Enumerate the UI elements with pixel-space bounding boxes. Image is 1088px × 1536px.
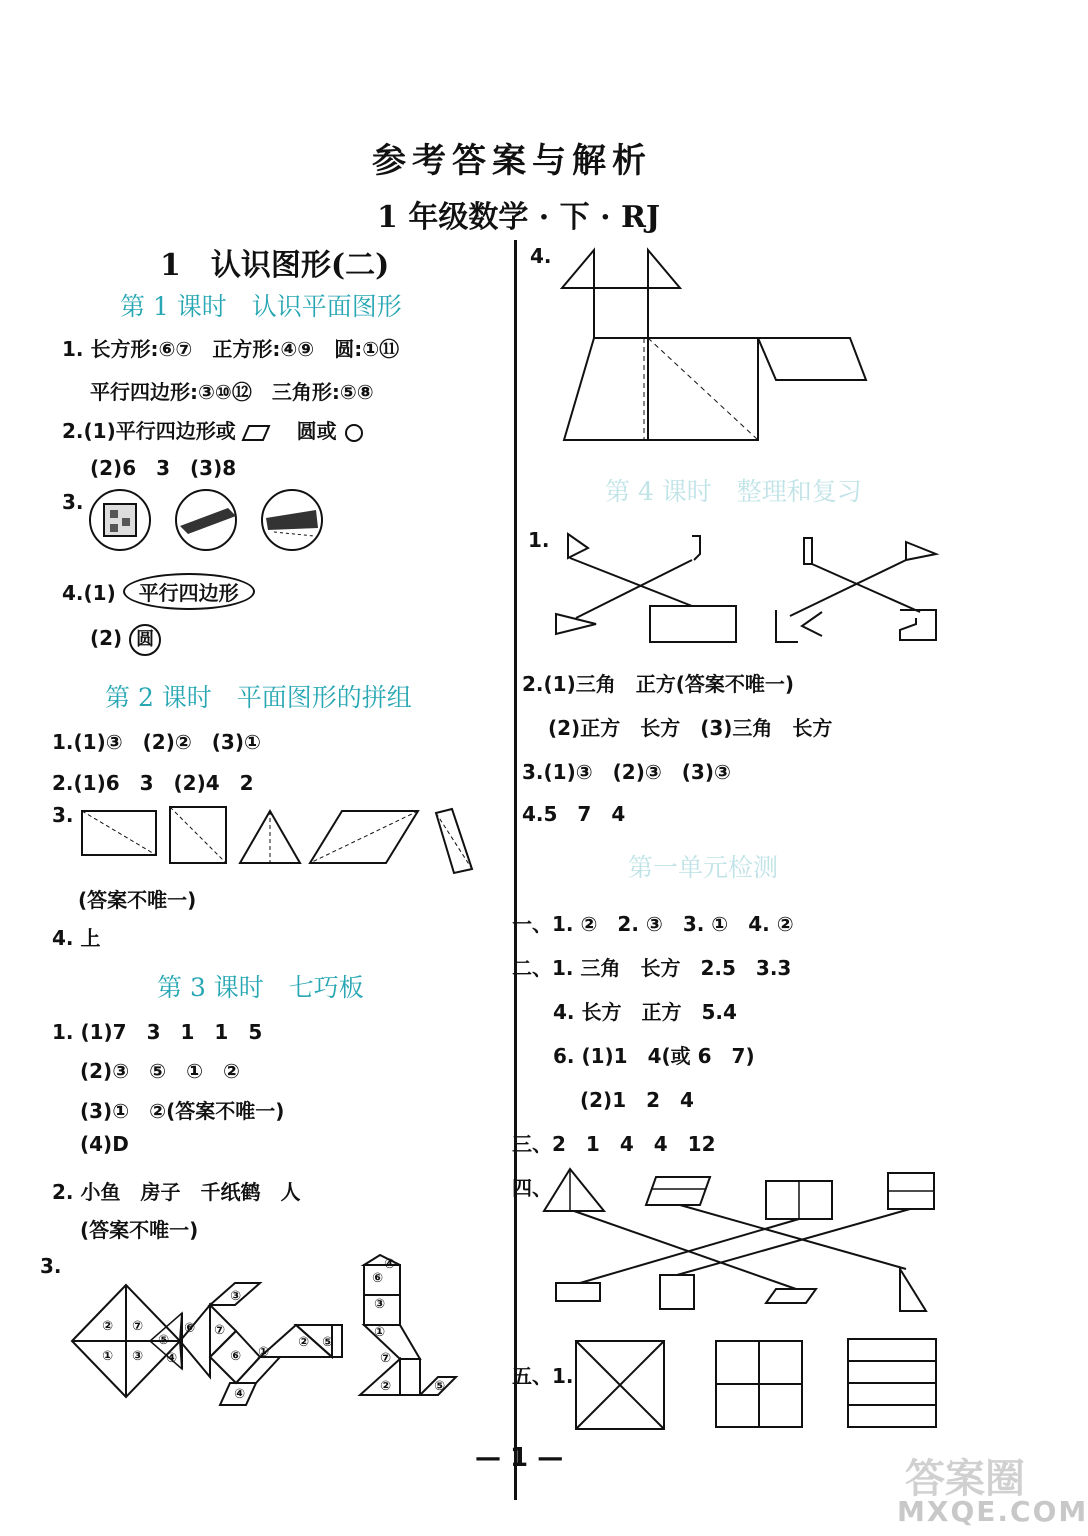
tangram-label: ④: [234, 1387, 246, 1402]
tangram-label: ⑥: [184, 1321, 196, 1336]
l3-q1a: 1. (1)7 3 1 1 5: [52, 1020, 263, 1044]
test-s5-shapes: [570, 1335, 950, 1435]
l1-q3-label: 3.: [62, 490, 84, 514]
tangram-label: ②: [102, 1319, 114, 1334]
l1-q4-oval: 平行四边形: [123, 573, 255, 610]
test-s2d: (2)1 2 4: [580, 1088, 694, 1112]
l2-q3-label: 3.: [52, 803, 74, 827]
l1-q4-label: 4.(1): [62, 581, 116, 605]
test-s4: 四、: [512, 1176, 552, 1200]
tangram-label: ①: [258, 1345, 270, 1360]
l3-note: (答案不唯一): [80, 1218, 199, 1242]
tangram-label: ③: [230, 1289, 242, 1304]
l3-q1b: (2)③ ⑤ ① ②: [80, 1059, 240, 1083]
parallelogram-icon: [243, 424, 269, 442]
r-l4-q1-matching: [540, 530, 960, 650]
test-s2c: 6. (1)1 4(或 6 7): [553, 1044, 755, 1068]
l1-q2-text-mid: 圆或: [296, 419, 337, 443]
l3-q1c: (3)① ②(答案不唯一): [80, 1099, 285, 1123]
test-s2a: 二、1. 三角 长方 2.5 3.3: [512, 956, 792, 980]
tangram-label: ②: [380, 1379, 392, 1394]
l2-q4: 4. 上: [52, 926, 101, 950]
tangram-label: ⑦: [380, 1351, 392, 1366]
l1-q1-line1: 1. 长方形:⑥⑦ 正方形:④⑨ 圆:①⑪: [62, 337, 400, 361]
tangram-label: ⑦: [214, 1323, 226, 1338]
tangram-label: ⑤: [434, 1379, 446, 1394]
test-s2b: 4. 长方 正方 5.4: [553, 1000, 737, 1024]
l1-q2-line1: [62, 415, 364, 444]
r-l4-q4: 4.5 7 4: [522, 802, 626, 826]
tangram-label: ④: [384, 1257, 396, 1272]
l2-q1: 1.(1)③ (2)② (3)①: [52, 730, 261, 754]
tangram-label: ③: [374, 1297, 386, 1312]
l3-q2: 2. 小鱼 房子 千纸鹤 人: [52, 1180, 301, 1204]
watermark-url: MXQE.COM: [897, 1495, 1088, 1528]
l1-q4b-label: (2): [90, 626, 123, 650]
tangram-label: ③: [132, 1349, 144, 1364]
l1-q4-line1: [62, 573, 255, 610]
tangram-label: ⑦: [132, 1319, 144, 1334]
l1-q4b-circle: 圆: [129, 624, 161, 656]
r-l4-q3: 3.(1)③ (2)③ (3)③: [522, 760, 731, 784]
tangram-label: ⑤: [322, 1335, 334, 1350]
column-divider: [514, 240, 517, 1500]
tangram-labels: [70, 1255, 490, 1415]
lesson-3-title: 第 3 课时 七巧板: [157, 973, 364, 1002]
tangram-label: ⑤: [158, 1333, 170, 1348]
tangram-label: ⑥: [372, 1271, 384, 1286]
circle-icon: [344, 423, 364, 443]
tangram-label: ①: [102, 1349, 114, 1364]
l3-q3-label: 3.: [40, 1254, 62, 1278]
page-title: 参考答案与解析: [372, 141, 652, 181]
test-s3: 三、2 1 4 4 12: [512, 1132, 716, 1156]
l2-q2: 2.(1)6 3 (2)4 2: [52, 771, 254, 795]
r-q4-label: 4.: [530, 244, 552, 268]
r-q4-tangram-dog: [560, 240, 880, 450]
r-l4-q2b: (2)正方 长方 (3)三角 长方: [548, 716, 833, 740]
tangram-label: ⑥: [230, 1349, 242, 1364]
test-s1: 一、1. ② 2. ③ 3. ① 4. ②: [512, 912, 794, 936]
l3-q1d: (4)D: [80, 1132, 129, 1156]
tangram-label: ④: [166, 1351, 178, 1366]
l1-q4-line2: [90, 624, 161, 656]
l1-q1-line2: 平行四边形:③⑩⑫ 三角形:⑤⑧: [90, 380, 374, 404]
watermark-logo: 答案圈: [905, 1456, 1025, 1502]
lesson-1-title: 第 1 课时 认识平面图形: [120, 292, 402, 321]
l2-q3-shapes: [80, 805, 480, 875]
test-s4-matching: [540, 1165, 960, 1325]
chapter-title: 1 认识图形(二): [160, 248, 390, 283]
test-title: 第一单元检测: [628, 853, 779, 882]
tangram-label: ①: [374, 1325, 386, 1340]
r-l4-q1-label: 1.: [528, 528, 550, 552]
l1-q2-text: 2.(1)平行四边形或: [62, 419, 236, 443]
r-l4-q2a: 2.(1)三角 正方(答案不唯一): [522, 672, 794, 696]
test-s5: 五、1.: [512, 1364, 574, 1388]
tangram-label: ②: [298, 1335, 310, 1350]
l1-q3-solids: [88, 488, 328, 556]
l1-q2-line2: (2)6 3 (3)8: [90, 456, 237, 480]
page-number: — 1 —: [475, 1443, 564, 1473]
page-subtitle: 1 年级数学 · 下 · RJ: [377, 200, 661, 235]
l2-note: (答案不唯一): [78, 888, 197, 912]
lesson-2-title: 第 2 课时 平面图形的拼组: [105, 683, 412, 712]
lesson-4-title: 第 4 课时 整理和复习: [605, 477, 862, 506]
